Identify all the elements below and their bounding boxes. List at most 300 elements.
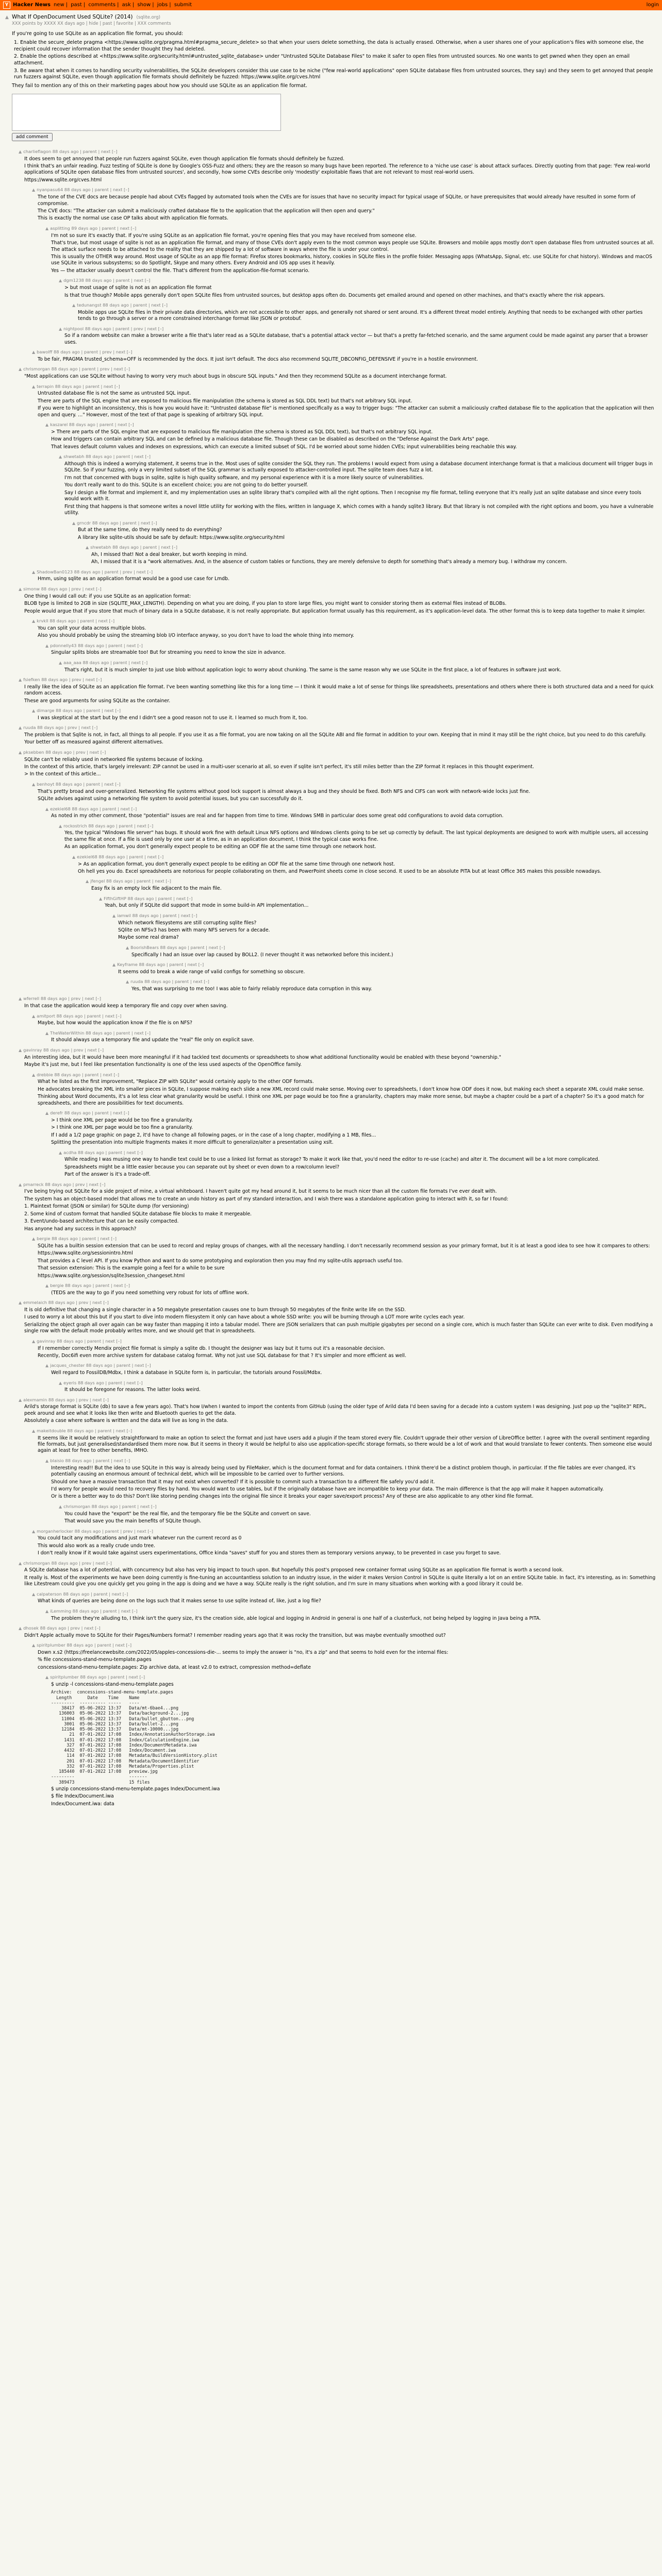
comment-paragraph: 3. Event/undo-based architecture that can be easily compacted. — [24, 1218, 179, 1225]
comment-meta[interactable]: drebbie 88 days ago | parent | next [–] — [37, 1072, 120, 1077]
comment-header — [32, 618, 657, 624]
comment-header — [19, 1625, 657, 1632]
comment-paragraph: > In the context of this article... — [24, 771, 101, 777]
comment-paragraph: The system has an object-based model that allows me to create an undo history as part of my standard interaction, and I wish there was a standalone application going to interact with it, so far I found: — [24, 1196, 508, 1202]
comment-paragraph: Although this is indeed a worrying statement, it seems true in the. Most uses of sqlite consider the SQL they run. The problems I would expect from using a database document interchange format is that a malicious document will trigger bugs in SQLite. So if your fuzzing, only a very limited subset of the SQL grammar is actually exposed to attacker-controlled input. The sqlite team does fuzz a lot. — [64, 461, 653, 473]
comment — [32, 1529, 657, 1557]
nav-comments[interactable]: comments — [88, 2, 116, 8]
code-block: Archive: concessions-stand-menu-template.pages Length Date Time Name --------- ---------- ----- ---- 38417 05-06-2022 13:37 Data/mt-6bae4...png 136003 05-06-2022 13:37 Data/background-2...jpg 11004 05-06-2022 13:37 Data/bullet_gbutton...png 3001 05-06-2022 13:37 Data/bullet-2...png 12184 05-06-2022 13:37 Data/mt-10000...jpg 21 07-01-2022 17:08 Index/AnnotationAuthorStorage.iwa 1431 07-01-2022 17:08 Index/CalculationEngine.iwa 327 07-01-2022 17:08 Index/DocumentMetadata.iwa 4432 07-01-2022 17:08 Index/Document.iwa 114 07-01-2022 17:08 Metadata/BuildVersionHistory.plist 201 07-01-2022 17:08 Metadata/DocumentIdentifier 332 07-01-2022 17:08 Metadata/Properties.plist 185440 07-01-2022 17:08 preview.jpg --------- ------- 389473 15 files — [51, 1689, 218, 1785]
comment-paragraph: SQLite has a builtin session extension that can be used to record and replay groups of changes, with all the necessary handling. I don't necessarily recommend session as your primary format, but it is at least a good idea to see how it compares to others: — [38, 1243, 650, 1249]
comment-header — [32, 349, 657, 355]
comment-meta[interactable]: asplitting 89 days ago | parent | next [–] — [50, 225, 137, 231]
upvote-icon[interactable]: ▲ — [126, 979, 129, 985]
comment-meta[interactable]: bergie 88 days ago | parent | next [–] — [50, 1283, 130, 1289]
upvote-icon[interactable]: ▲ — [19, 725, 22, 731]
comment-paragraph: You can split your data across multiple blobs. — [38, 625, 146, 631]
upvote-icon[interactable]: ▲ — [19, 750, 22, 755]
comment-header — [59, 278, 657, 284]
upvote-icon[interactable]: ▲ — [5, 15, 9, 20]
upvote-icon[interactable]: ▲ — [19, 586, 22, 591]
upvote-icon[interactable]: ▲ — [32, 569, 36, 574]
comment — [19, 1397, 657, 1425]
comment-body — [19, 594, 657, 615]
comment-body — [45, 813, 657, 819]
comment-paragraph: It is old definitive that changing a single character in a 50 megabyte presentation causes one to burn through 50 megabytes of the finite write life on the SSD. — [24, 1307, 406, 1313]
comment-paragraph: Spreadsheets might be a little easier because you can separate out by sheet or even down to a row/column level? — [64, 1164, 340, 1170]
comment-meta[interactable]: ruuda 88 days ago | parent | next [–] — [130, 979, 209, 985]
comment-meta[interactable]: alexmamin 88 days ago | prev | next [–] — [23, 1397, 109, 1402]
upvote-icon[interactable]: ▲ — [32, 350, 36, 355]
comment-paragraph: > I think one XML per page would be too fine a granularity. — [51, 1117, 193, 1123]
comment — [32, 1642, 657, 1671]
comment-paragraph: https://www.sqlite.org/session/sqlite3session_changeset.html — [38, 1273, 185, 1279]
comment-meta[interactable]: benhoyt 88 days ago | parent | next [–] — [37, 781, 121, 787]
hn-logo-icon[interactable]: Y — [3, 2, 10, 9]
upvote-icon[interactable]: ▲ — [59, 823, 62, 828]
comment-header — [32, 1591, 657, 1598]
comment-body — [32, 625, 657, 639]
comment-body — [45, 1037, 657, 1043]
comment-paragraph: $ file Index/Document.iwa — [51, 1793, 114, 1800]
comment-paragraph: > I think one XML per page would be too fine a granularity. — [51, 1125, 193, 1131]
comment — [45, 1458, 657, 1500]
comment-meta[interactable]: charlieflagon 88 days ago | parent | next [–] — [23, 148, 118, 154]
comment-header — [112, 962, 657, 968]
nav-new[interactable]: new — [53, 2, 64, 8]
comment-header — [59, 1504, 657, 1510]
comment-header — [45, 643, 657, 649]
upvote-icon[interactable]: ▲ — [72, 302, 76, 308]
comment-body — [32, 1598, 657, 1604]
comment-form — [0, 92, 662, 144]
upvote-icon[interactable]: ▲ — [19, 677, 22, 682]
upvote-icon[interactable]: ▲ — [19, 1300, 22, 1306]
upvote-icon[interactable]: ▲ — [72, 854, 76, 859]
upvote-icon[interactable]: ▲ — [112, 962, 116, 968]
comment-meta[interactable]: Keyframe 88 days ago | parent | next [–] — [117, 962, 204, 968]
comment — [32, 569, 657, 583]
comment-meta[interactable]: kaszarel 88 days ago | parent | next [–] — [50, 422, 134, 428]
comment-header — [19, 1182, 657, 1188]
comment-paragraph: SQLite can't be reliably used in networked file systems because of locking. — [24, 756, 204, 762]
comment-body — [32, 789, 657, 803]
upvote-icon[interactable]: ▲ — [59, 278, 62, 283]
upvote-icon[interactable]: ▲ — [45, 1675, 49, 1680]
comment-meta[interactable]: dimarge 88 days ago | parent | next [–] — [37, 708, 121, 714]
upvote-icon[interactable]: ▲ — [59, 660, 62, 665]
comment-meta[interactable]: chrismorgan 88 days ago | parent | next [–] — [63, 1503, 157, 1509]
upvote-icon[interactable]: ▲ — [59, 326, 62, 331]
comment-header — [45, 1110, 657, 1116]
comment-textarea[interactable] — [12, 94, 281, 131]
comment-meta[interactable]: terrapin 88 days ago | parent | next [–] — [37, 383, 120, 389]
upvote-icon[interactable]: ▲ — [45, 1030, 49, 1036]
comment-body — [126, 952, 657, 958]
upvote-icon[interactable]: ▲ — [32, 1072, 36, 1077]
comment-meta[interactable]: jacques_chester 88 days ago | parent | next [–] — [50, 1363, 151, 1368]
upvote-icon[interactable]: ▲ — [86, 545, 89, 550]
comment-paragraph: 2. Some kind of custom format that handled SQLite database file blocks to make it mergeable. — [24, 1211, 252, 1217]
comment-meta[interactable]: morganherlocker 88 days ago | parent | prev | next [–] — [37, 1528, 153, 1534]
comment-paragraph: It does seem to get annoyed that people run fuzzers against SQLite, even though application file formats should definitely be fuzzed. — [24, 156, 345, 162]
upvote-icon[interactable]: ▲ — [32, 708, 36, 714]
upvote-icon[interactable]: ▲ — [32, 619, 36, 624]
upvote-icon[interactable]: ▲ — [45, 643, 49, 648]
comment-meta[interactable]: acdha 88 days ago | parent | next [–] — [63, 1149, 143, 1155]
comment — [59, 454, 657, 516]
comment — [19, 996, 657, 1009]
site-title[interactable]: Hacker News — [13, 2, 51, 8]
comment — [19, 1300, 657, 1335]
comment-meta[interactable]: emmelaich 88 days ago | prev | next [–] — [23, 1300, 109, 1306]
comment-paragraph: I was skeptical at the start but by the end I didn't see a good reason not to use it. I learned so much from it, too. — [38, 715, 308, 721]
comment-paragraph: Your better off as measured against different alternatives. — [24, 739, 163, 745]
comment-paragraph: % file concessions-stand-menu-template.pages — [38, 1657, 152, 1663]
upvote-icon[interactable]: ▲ — [19, 149, 22, 154]
comment — [45, 806, 657, 820]
comment-body — [99, 903, 657, 909]
comment — [32, 1338, 657, 1360]
comment-meta[interactable]: pdonnelly43 88 days ago | parent | next [–] — [50, 642, 143, 648]
comment-body — [32, 1020, 657, 1026]
comment-body — [32, 715, 657, 721]
comment-body — [72, 310, 657, 323]
comment-meta[interactable]: ezekiel68 88 days ago | parent | next [–] — [77, 854, 164, 859]
comment-paragraph: SQLite advises against using a networking file system to avoid potential issues, but you can successfully do it. — [38, 796, 303, 802]
upvote-icon[interactable]: ▲ — [32, 782, 36, 787]
comment — [59, 1504, 657, 1525]
story-domain[interactable]: (sqlite.org) — [136, 15, 160, 20]
comment — [59, 823, 657, 851]
comment-body — [19, 156, 657, 184]
comment-body — [19, 1404, 657, 1424]
comment-meta[interactable]: pksebben 88 days ago | prev | next [–] — [23, 749, 106, 755]
comment-paragraph: Yes — the attacker usually doesn't control the file. That's different from the application-file-format scenario. — [51, 267, 310, 274]
comment-paragraph: One thing I would call out: if you use SQLite as an application format: — [24, 593, 191, 599]
comment-paragraph: As noted in my other comment, those "potential" issues are real and far happen from time to time. Windows SMB in particular does some great odd configurations to avoid data corruption. — [51, 813, 504, 819]
comment-paragraph: There are parts of the SQL engine that are exposed to malicious file manipulation (the schema is stored as SQL DDL text) but that's not arbitrary SQL input. — [38, 398, 412, 404]
comment-paragraph: That provides a C level API. If you know Python and want to do some prototyping and exploration then you may find my sqlite-utils approach useful too. — [38, 1258, 403, 1264]
comment-header — [59, 326, 657, 332]
comment-paragraph: You could tacit any modifications and just mark whatever run the current record as 0 — [38, 1535, 242, 1541]
comment-header — [126, 945, 657, 951]
comment-paragraph: Down x.s2 (https://freelancewebsite.com/2022/05/apples-concessions-die-... seems to imply the answer is "no, it's a zip" and that seems to hold even for the internal files: — [38, 1649, 449, 1655]
upvote-icon[interactable]: ▲ — [19, 1182, 22, 1187]
upvote-icon[interactable]: ▲ — [19, 1626, 22, 1631]
upvote-icon[interactable]: ▲ — [59, 1504, 62, 1509]
comment — [32, 187, 657, 222]
comment-paragraph: The CVE docs: "The attacker can submit a maliciously crafted database file to the application that the application will then open and query." — [38, 208, 375, 214]
comment-paragraph: Yeah, but only if SQLite did support that mode in some build-in API implementation... — [105, 903, 309, 909]
comment — [45, 1608, 657, 1622]
comment — [59, 660, 657, 673]
upvote-icon[interactable]: ▲ — [19, 367, 22, 372]
comment-body — [32, 1346, 657, 1360]
upvote-icon[interactable]: ▲ — [32, 1428, 36, 1433]
upvote-icon[interactable]: ▲ — [86, 879, 89, 884]
upvote-icon[interactable]: ▲ — [32, 1236, 36, 1242]
comment-meta[interactable]: nightpool 88 days ago | parent | prev | next [–] — [63, 326, 164, 331]
comment — [72, 520, 657, 541]
comment-meta[interactable]: derefr 88 days ago | parent | next [–] — [50, 1110, 129, 1116]
comment — [32, 384, 657, 419]
comment-meta[interactable]: gavinray 88 days ago | prev | next [–] — [23, 1047, 104, 1053]
comment-paragraph: Part of the answer is it's a trade-off. — [64, 1172, 151, 1178]
comment-paragraph: I've being trying out SQLite for a side project of mine, a virtual whiteboard. I haven't quite got my head around it, but it seems to be much nicer than all the custom file formats I've ever dealt with. — [24, 1189, 497, 1195]
comment-paragraph: Or is there a better way to do this? Don't like storing pending changes into the original file since it breaks your eager save/export process? Any of these are also applicable to any other kind file format. — [51, 1494, 534, 1500]
comment-paragraph: Splitting the presentation into multiple fragments makes it more difficult to generalize/alter a presentation using xslt. — [51, 1140, 334, 1146]
comment-paragraph: It seems like it would be relatively straightforward to make an option to select the format and just have users add a plugin if the team stored every file. Couldn't upgrade their other version of LibreOffice better. I agree with the overall sentiment regarding file formats, but just generalised/standardised them more now. But it seems in theory it would be helpful to also use application-specific storage formats, so there would be a lot of work and that would translate to fewer contents. Then someone else would again at least for free to other benefits, IMHO. — [38, 1435, 652, 1454]
upvote-icon[interactable]: ▲ — [32, 1591, 36, 1597]
story-subline: XXX points by XXXX XX days ago | hide | past | favorite | XXX comments — [12, 21, 171, 26]
comment — [19, 1047, 657, 1069]
login-link[interactable]: login — [646, 2, 659, 8]
comment-body — [32, 1079, 657, 1107]
comment — [72, 302, 657, 323]
intro-paragraph: 3. Be aware that when it comes to handling security vulnerabilities, the SQLite developers consider this use case to be niche ("few real-world applications" open SQLite database files from untrusted sources, they say) and they seem to get annoyed that people run fuzzers against SQLite, even though application file formats should definitely be fuzzed: https://www.sqlite.org/cves.html — [14, 67, 653, 80]
story-text — [0, 31, 662, 90]
comment-header — [45, 1608, 657, 1615]
upvote-icon[interactable]: ▲ — [72, 520, 76, 526]
comment-header — [19, 750, 657, 756]
comment — [45, 1363, 657, 1376]
comment-paragraph: It really is. Most of the experiments we have been doing currently is fine-tuning an accountantless solution to an industry issue, in the wider it makes Version Control in SQLite is quite literally a lot on an entire SQLite table. In fact, it's interesting, as in: Something like Litestream could give you one quickly get you going in the app is doing and we have a way. SQLite really is the right solution, and I'm sure in many situations when working with a good library it could be. — [24, 1574, 656, 1587]
intro-paragraph: 2. Enable the options described at <https://www.sqlite.org/security.html#untrusted_sqlite_database> under "Untrusted SQLite Database Files" to make it safer to open files from untrusted sources. No one wants to get pwned when they open an email attachment. — [14, 54, 630, 66]
nav-jobs[interactable]: jobs — [157, 2, 168, 8]
comment-paragraph: A library like sqlite-utils should be safe by default: https://www.sqlite.org/security.html — [78, 534, 285, 540]
comment-meta[interactable]: bawolff 88 days ago | parent | prev | next [–] — [37, 349, 133, 355]
comment-body — [45, 1616, 657, 1622]
comment-meta[interactable]: bergie 88 days ago | parent | next [–] — [37, 1236, 117, 1242]
comment-paragraph: Oh hell yes you do. Excel spreadsheets are notorious for people collaborating on them, and PowerPoint sheets come in close second. It used to be an absolute PITA but at least Office 365 makes this possible nowadays. — [78, 868, 602, 874]
comment-meta[interactable]: fsiefken 88 days ago | prev | next [–] — [23, 676, 102, 682]
comment-meta[interactable]: spiritplumber 88 days ago | parent | next [–] — [50, 1674, 145, 1680]
comment-meta[interactable]: wferrell 88 days ago | prev | next [–] — [23, 996, 101, 1002]
upvote-icon[interactable]: ▲ — [32, 384, 36, 389]
comment-header — [19, 677, 657, 683]
upvote-icon[interactable]: ▲ — [45, 1111, 49, 1116]
comment-paragraph: Index/Document.iwa: data — [51, 1801, 114, 1807]
comment-body — [45, 1290, 657, 1296]
upvote-icon[interactable]: ▲ — [32, 1338, 36, 1344]
comment-paragraph: I'd worry for people would need to recovery files by hand. You would want to use tables, but if the originally database have are incompatible to keep your data. The main difference is that the app will make it happen automatically. — [51, 1486, 604, 1492]
comment-body — [45, 650, 657, 656]
comment — [45, 1030, 657, 1044]
comment-meta[interactable]: TheWaterWithin 88 days ago | parent | next [–] — [50, 1030, 151, 1036]
comment-paragraph: I'm not so sure it's exactly that. If you're using SQLite as an application file format, you're opening files that you may have received from someone else. — [51, 232, 417, 239]
upvote-icon[interactable]: ▲ — [99, 896, 103, 901]
comment-header — [45, 1363, 657, 1369]
upvote-icon[interactable]: ▲ — [126, 945, 129, 950]
upvote-icon[interactable]: ▲ — [45, 1608, 49, 1614]
comment-meta[interactable]: iamwil 88 days ago | parent | next [–] — [117, 912, 197, 918]
comment-meta[interactable]: grncdr 88 days ago | parent | next [–] — [77, 520, 157, 526]
comment-header — [19, 366, 657, 372]
nav-show[interactable]: show — [137, 2, 151, 8]
upvote-icon[interactable]: ▲ — [19, 1047, 22, 1053]
comment-header — [32, 1013, 657, 1020]
comment-meta[interactable]: rockostrich 88 days ago | parent | next [–] — [63, 823, 154, 828]
upvote-icon[interactable]: ▲ — [45, 226, 49, 231]
comment — [32, 708, 657, 721]
comment — [19, 750, 657, 778]
comment-meta[interactable]: krvkll 88 days ago | parent | next [–] — [37, 618, 115, 624]
comment-meta[interactable]: tedunangst 88 days ago | parent | next [–] — [77, 302, 168, 308]
comment-meta[interactable]: dhosek 88 days ago | prev | next [–] — [23, 1625, 101, 1631]
comment-paragraph: Singular splits blobs are streamable too! But for streaming you need to know the size in advance. — [51, 650, 286, 656]
comment-body — [45, 1370, 657, 1376]
nav-ask[interactable]: ask — [122, 2, 131, 8]
comment-paragraph: In that case the application would keep a temporary file and copy over when saving. — [24, 1003, 228, 1009]
comment-meta[interactable]: shwetabh 88 days ago | parent | next [–] — [90, 545, 177, 550]
comment-body — [112, 969, 657, 975]
comment-header — [19, 996, 657, 1002]
comment-header — [32, 384, 657, 390]
comment — [45, 1110, 657, 1146]
comment-paragraph: BLOB type is limited to 2GB in size (SQLITE_MAX_LENGTH). Depending on what you are doing, if you plan to store large files, you might want to consider storing them as external files instead of BLOBs. — [24, 601, 507, 607]
add-comment-button[interactable]: add comment — [12, 133, 53, 141]
upvote-icon[interactable]: ▲ — [59, 454, 62, 460]
comment-meta[interactable]: ShadowBan0123 88 days ago | parent | prev | next [–] — [37, 569, 153, 574]
comment-paragraph: Should one have a massive transaction that it may not exist when converted? If it is possible to commit such a transaction to a different file safely you'd add it. — [51, 1479, 435, 1485]
comment-header — [32, 187, 657, 193]
comment-header — [45, 226, 657, 232]
comment-paragraph: It should always use a temporary file and update the "real" file only on explicit save. — [51, 1037, 254, 1043]
upvote-icon[interactable]: ▲ — [32, 1529, 36, 1534]
comment-paragraph: If I remember correctly Mendix project file format is simply a sqlite db. I thought the designer was lazy but it turns out it's a reasonable decision. — [38, 1345, 386, 1351]
comment-meta[interactable]: gavinray 88 days ago | parent | next [–] — [37, 1338, 122, 1344]
comment-paragraph: Maybe it's just me, but I feel like presentation functionality is one of the less used aspects of the OpenOffice family. — [24, 1062, 302, 1068]
upvote-icon[interactable]: ▲ — [45, 1283, 49, 1289]
comment-body — [59, 285, 657, 299]
upvote-icon[interactable]: ▲ — [59, 1150, 62, 1155]
comment-paragraph: If I add a 1/2 page graphic on page 2, it'd have to change all following pages, or in the case of a long chapter, modifying a 1 MB, files... — [51, 1132, 376, 1138]
comment-body — [32, 1535, 657, 1556]
comment-meta[interactable]: jfengel 88 days ago | parent | next [–] — [90, 878, 171, 884]
comment-meta[interactable]: spiritplumber 88 days ago | parent | next [–] — [37, 1642, 132, 1648]
comment-paragraph: SQlite on NFSv3 has been with many NFS servers for a decade. — [118, 927, 270, 933]
upvote-icon[interactable]: ▲ — [19, 996, 22, 1002]
comment-paragraph: I really like the idea of SQLite as an application file format. I've been wanting something like this for a long time — I think it would make a lot of sense for things like spreadsheets, presentations and others where there is both structured data and a need for quick random access. — [24, 684, 654, 697]
comment-meta[interactable]: nyanpasu64 88 days ago | parent | next [–] — [37, 187, 129, 193]
comment-meta[interactable]: eyeris 88 days ago | parent | next [–] — [63, 1380, 143, 1385]
comment — [86, 878, 657, 892]
upvote-icon[interactable]: ▲ — [45, 422, 49, 428]
comment-paragraph: That's right, but it is much simpler to just use blob without application logic to worry about chunking. The same is the same reason why we use SQLite in the first place, a lot of features in software just work. — [64, 667, 561, 673]
comment-paragraph: This is exactly the normal use case OP talks about with application file formats. — [38, 215, 228, 222]
upvote-icon[interactable]: ▲ — [32, 1643, 36, 1648]
comment-meta[interactable]: chrismorgan 88 days ago | parent | prev | next [–] — [23, 366, 130, 372]
comment-paragraph: Arild's storage format is SQLite (db) to save a few years ago). That's how I/when I wanted to import the contents from GitHub (using the older type of Arild data I'd been saving for a decade into a custom system I was designing. Just pop up the "sqlite3" REPL, peek around and see what it looks like then write and Bluetooth queries to get the data. — [24, 1404, 647, 1416]
comment-body — [59, 1157, 657, 1178]
comment — [19, 1625, 657, 1639]
comment-body — [19, 374, 657, 380]
comment-paragraph: That's true, but most usage of sqlite is not as an application file format, and many of those CVEs don't apply even to the most common ways people use SQLite. Browsers and mobile apps mostly don't open database files from untrusted sources at all. The attack surface needs to be attached to the reality that they are shipped by a lot of software in ways where the file is under your control. — [51, 240, 654, 252]
comment-paragraph: Specifically I had an issue over lap caused by BOLL2. (I never thought it was networked before this incident.) — [131, 952, 393, 958]
upvote-icon[interactable]: ▲ — [59, 1380, 62, 1385]
comment-body — [72, 861, 657, 875]
comment-paragraph: It should be foregone for reasons. The latter looks weird. — [64, 1387, 201, 1393]
comment-body — [19, 1633, 657, 1639]
comment-body — [45, 429, 657, 450]
comment-meta[interactable]: makeitdouble 88 days ago | parent | next [–] — [37, 1428, 133, 1433]
comment — [45, 226, 657, 274]
comment-meta[interactable]: amitport 88 days ago | parent | next [–] — [37, 1013, 122, 1019]
comment-body — [59, 333, 657, 346]
comment-paragraph: Yes, the typical "Windows file server" has bugs. It should work fine with default Linux NFS options and Windows clients going to be set up correctly by default. The last typical deployments are designed to work with multiple users, all accessing the same file at once. If a file is used only by one user at a time, as in an application document, I think the typical case works fine. — [64, 830, 649, 842]
comment-meta[interactable]: simonw 88 days ago | prev | next [–] — [23, 586, 102, 591]
comment-paragraph: Has anyone had any success in this approach? — [24, 1226, 137, 1232]
comment-meta[interactable]: aaa_aaa 88 days ago | parent | next [–] — [63, 659, 148, 665]
nav-submit[interactable]: submit — [174, 2, 192, 8]
comment-header — [59, 660, 657, 666]
comment-paragraph: This is usually the OTHER way around. Most usage of SQLite as an app file format: Firefox stores bookmarks, history, cookies in SQLite files in the profile folder. Messaging apps (WhatsApp, Signal, etc. use SQLite for chat history). Windows and macOS use SQLite in various subsystems; so do Spotlight, Skype and many others. Every Android and iOS app uses it heavily. — [51, 253, 652, 266]
upvote-icon[interactable]: ▲ — [112, 913, 116, 918]
comment — [32, 618, 657, 639]
comment-body — [32, 357, 657, 363]
comment-paragraph: 1. Plaintext format (JSON or similar) for SQLite dump (for versioning) — [24, 1204, 189, 1210]
comment-meta[interactable]: pmarreck 88 days ago | prev | next [–] — [23, 1181, 106, 1187]
comment-paragraph: I think that's an unfair reading. Fuzz testing of SQLite is done by Google's OSS-Fuzz and others; they are the reason so many bugs have been reported. The reference to a 'niche use case' is about attack surfaces. Directly quoting from that page: 'Few real-world applications of SQLite open database files from untrusted sources', and secondly, how some CVEs describe only 'modestly' exploitable flaws that are not relevant to most real-world users. — [24, 163, 650, 176]
comment-meta[interactable]: ruuda 88 days ago | prev | next [–] — [23, 725, 98, 731]
upvote-icon[interactable]: ▲ — [32, 1013, 36, 1019]
upvote-icon[interactable]: ▲ — [45, 1363, 49, 1368]
comment — [32, 349, 657, 363]
comment-header — [45, 1030, 657, 1037]
comment-header — [45, 1458, 657, 1464]
comment-header — [32, 569, 657, 575]
upvote-icon[interactable]: ▲ — [45, 1458, 49, 1463]
comment-meta[interactable]: BoorishBears 88 days ago | parent | next [–] — [130, 944, 225, 950]
story-title[interactable]: What If OpenDocument Used SQLite? (2014) — [11, 14, 133, 20]
comment-paragraph: It seems odd to break a wide range of valid configs for something so obscure. — [118, 969, 305, 975]
comment-header — [32, 1236, 657, 1242]
comment — [32, 1428, 657, 1454]
comment-paragraph: He advocates breaking the XML into smaller pieces in SQLite, I suppose making each slide a new XML record could make sense. Moving over to spreadsheets, I don't know how ODF does it now, but making each sheet a separate XML could make sense. — [38, 1086, 644, 1092]
comment-meta[interactable]: chrismorgan 88 days ago | prev | next [–] — [23, 1560, 112, 1566]
comment-meta[interactable]: iLemming 88 days ago | parent | next [–] — [50, 1608, 138, 1614]
comment-paragraph: That's pretty broad and over-generalized. Networking file systems without good lock support is almost always a bug and they should be fixed. Both NFS and CIFS can work with network-wide locks just fine. — [38, 788, 531, 794]
upvote-icon[interactable]: ▲ — [32, 188, 36, 193]
comment-meta[interactable]: calpaterson 88 days ago | parent | next [–] — [37, 1591, 128, 1597]
upvote-icon[interactable]: ▲ — [45, 806, 49, 811]
comment-paragraph: Well regard to FossilDB/Mdbx, I think a database in SQLite form is, in particular, the tutorials around Fossil/Mdbx. — [51, 1370, 322, 1376]
comment-meta[interactable]: ezekiel68 88 days ago | parent | next [–] — [50, 806, 137, 811]
comment-header — [32, 708, 657, 714]
comment — [32, 1013, 657, 1027]
comment-paragraph: That leaves default column values and indexes on expressions, which can execute a limited subset of SQL. I'd be worried about some hidden CVEs; input vulnerabilities being reachable this way. — [51, 444, 517, 450]
comment-paragraph: Ah, I missed that it is a "work alternatives. And, in the absence of custom tables or functions, they are merely defensive to depth for something that's already a memory bug. I withdraw my concern. — [91, 559, 567, 565]
comment-body — [112, 920, 657, 941]
comment — [126, 979, 657, 992]
comment-paragraph: First thing that happens is that someone writes a novel little utility for working with the files, written in language X, which comes with a handy sqlite3 library. But that library is not compiled with the right options and boom, you have a vulnerable utility. — [64, 503, 654, 516]
comment-meta[interactable]: FifthGiftHP 88 days ago | parent | next [–] — [104, 895, 193, 901]
comment-meta[interactable]: shwetabh 88 days ago | parent | next [–] — [63, 454, 151, 460]
comment-paragraph: Interesting read!! But the idea to use SQLite in this way is already being used by FileMaker, which is the document format and for data containers. I think there'd be a distinct problem though, in particular. If the file tables are ever changed, it's potentially causing an enormous amount of technical debt, which will be impossible to be carried over to further versions. — [51, 1465, 636, 1478]
nav-past[interactable]: past — [71, 2, 82, 8]
upvote-icon[interactable]: ▲ — [19, 1561, 22, 1566]
comment-paragraph: Which network filesystems are still corrupting sqlite files? — [118, 920, 257, 926]
comment-paragraph: But at the same time, do they really need to do everything? — [78, 527, 222, 533]
comment-meta[interactable]: blaisio 88 days ago | parent | next [–] — [50, 1458, 130, 1463]
upvote-icon[interactable]: ▲ — [19, 1397, 22, 1402]
comment — [32, 1591, 657, 1605]
comment-paragraph: People would argue that if you store that much of binary data in a SQLite database, it is not really appropriate. But application format usually has this requirement, as it's application-level data. The other format this is to keep data together to make it simpler. — [24, 608, 646, 614]
comment — [32, 1236, 657, 1279]
comment-paragraph: Hmm, using sqlite as an application format would be a good use case for Lmdb. — [38, 576, 230, 582]
comment-meta[interactable]: dgm1238 88 days ago | parent | next [–] — [63, 278, 151, 283]
comment-header — [45, 1674, 657, 1681]
